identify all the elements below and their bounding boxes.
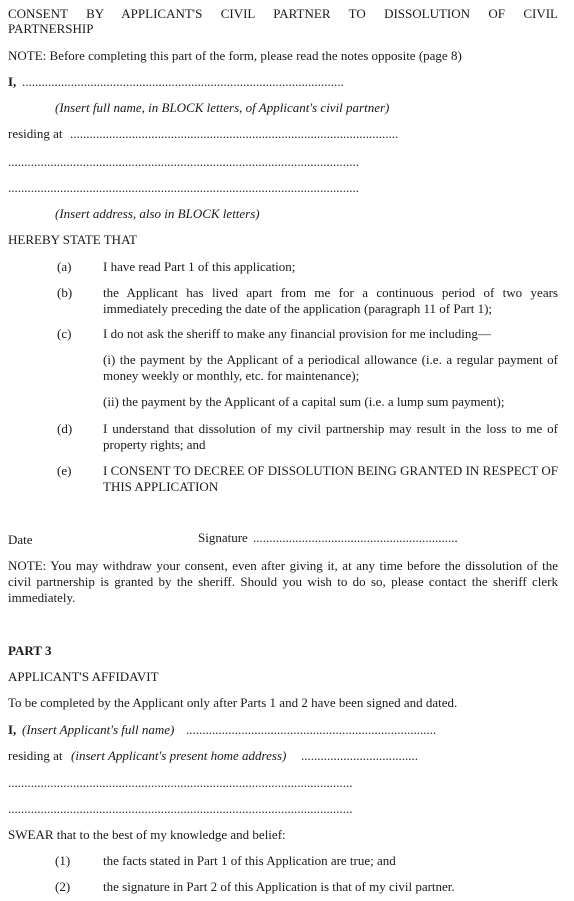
address-field-line3[interactable]: ............................................................................................................: [8, 180, 359, 195]
hereby-state-heading: HEREBY STATE THAT: [8, 232, 137, 247]
item-letter-b: (b): [57, 285, 73, 300]
i-label: I,: [8, 74, 17, 89]
item-text-b: the Applicant has lived apart from me for a continuous period of two years immediately preceding the date of the application (paragraph 11 of Part 1);: [103, 285, 558, 316]
insert-address-instruction: (Insert address, also in BLOCK letters): [55, 206, 260, 221]
item-text-c-i: (i) the payment by the Applicant of a periodical allowance (i.e. a regular payment of money weekly or monthly, etc. for maintenance);: [103, 352, 558, 383]
item-text-d: I understand that dissolution of my civil partnership may result in the loss to me of property rights; and: [103, 421, 558, 452]
insert-name-instruction: (Insert full name, in BLOCK letters, of Applicant's civil partner): [55, 100, 390, 115]
item-letter-a: (a): [57, 259, 72, 274]
part3-heading: PART 3: [8, 643, 52, 658]
signature-label: Signature: [198, 530, 248, 545]
note-withdraw-consent: NOTE: You may withdraw your consent, even after giving it, at any time before the dissolution of the civil partnership is granted by the sheriff. Should you wish to do so, please contact the sheriff clerk immediately.: [8, 558, 558, 605]
item-letter-c: (c): [57, 326, 72, 341]
insert-applicant-name-instruction: (Insert Applicant's full name): [22, 722, 175, 737]
applicant-address-field-line1[interactable]: ....................................: [301, 748, 418, 763]
applicant-address-field-line2[interactable]: ..........................................................................................................: [8, 775, 353, 790]
affidavit-heading: APPLICANT'S AFFIDAVIT: [8, 669, 159, 684]
note-before-completing: NOTE: Before completing this part of the form, please read the notes opposite (page 8): [8, 48, 462, 63]
residing-at-label: residing at: [8, 126, 63, 141]
applicant-address-field-line3[interactable]: ..........................................................................................................: [8, 801, 353, 816]
swear-item-num-1: (1): [55, 853, 71, 868]
insert-applicant-address-instruction: (insert Applicant's present home address): [71, 748, 287, 763]
item-text-c: I do not ask the sheriff to make any financial provision for me including—: [103, 326, 491, 341]
swear-item-text-1: the facts stated in Part 1 of this Application are true; and: [103, 853, 396, 868]
item-letter-e: (e): [57, 463, 72, 478]
form-title-line1: CONSENT BY APPLICANT'S CIVIL PARTNER TO DISSOLUTION OF CIVIL: [8, 6, 558, 21]
date-label: Date: [8, 532, 33, 547]
swear-statement: SWEAR that to the best of my knowledge and belief:: [8, 827, 286, 842]
civil-partner-name-field[interactable]: ...................................................................................................: [22, 74, 344, 89]
address-field-line2[interactable]: ............................................................................................................: [8, 154, 359, 169]
signature-field[interactable]: ...............................................................: [253, 530, 458, 545]
item-text-e: I CONSENT TO DECREE OF DISSOLUTION BEING GRANTED IN RESPECT OF THIS APPLICATION: [103, 463, 558, 494]
residing2-label: residing at: [8, 748, 63, 763]
to-be-completed-instruction: To be completed by the Applicant only after Parts 1 and 2 have been signed and dated.: [8, 695, 458, 710]
item-text-a: I have read Part 1 of this application;: [103, 259, 296, 274]
address-field-line1[interactable]: .....................................................................................................: [70, 126, 399, 141]
i2-label: I,: [8, 722, 17, 737]
swear-item-text-2: the signature in Part 2 of this Application is that of my civil partner.: [103, 879, 455, 894]
form-title-line2: PARTNERSHIP: [8, 21, 94, 36]
applicant-name-field[interactable]: .............................................................................: [186, 722, 437, 737]
item-text-c-ii: (ii) the payment by the Applicant of a capital sum (i.e. a lump sum payment);: [103, 394, 505, 409]
item-letter-d: (d): [57, 421, 73, 436]
swear-item-num-2: (2): [55, 879, 71, 894]
